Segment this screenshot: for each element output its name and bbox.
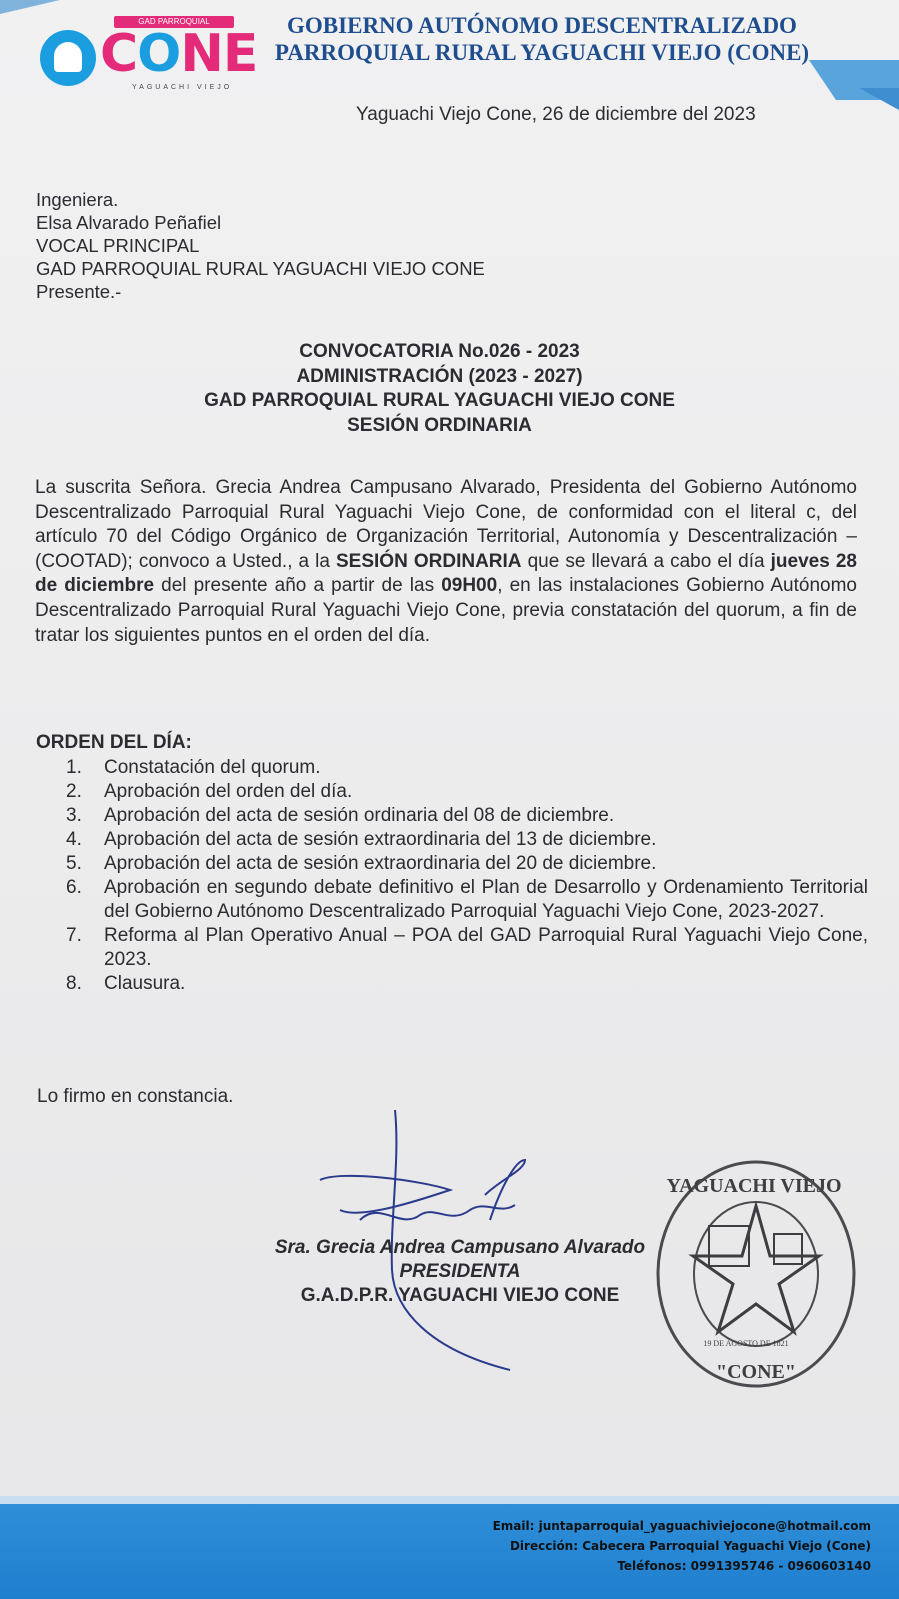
agenda-item-text: Aprobación del acta de sesión ordinaria del 08 de diciembre.	[104, 805, 615, 826]
footer-email: Email: juntaparroquial_yaguachiviejocone@hotmail.com	[492, 1519, 871, 1533]
signer-role: PRESIDENTA	[399, 1261, 521, 1282]
addressee-line: GAD PARROQUIAL RURAL YAGUACHI VIEJO CONE	[36, 258, 485, 279]
cone-logo	[40, 16, 258, 98]
signer-name: Sra. Grecia Andrea Campusano Alvarado	[274, 1237, 646, 1258]
title-line: GAD PARROQUIAL RURAL YAGUACHI VIEJO CONE	[204, 390, 675, 411]
body-bold-segment: 09H00	[441, 575, 498, 597]
logo-wordmark: CONE	[100, 24, 258, 84]
title-line: ADMINISTRACIÓN (2023 - 2027)	[296, 365, 583, 387]
convocatoria-title	[0, 340, 879, 438]
agenda-item	[66, 972, 868, 996]
institution-name	[262, 12, 822, 66]
agenda-item-number: 5.	[66, 853, 82, 874]
seal-top-text: YAGUACHI VIEJO	[666, 1175, 842, 1197]
institution-line-2: PARROQUIAL RURAL YAGUACHI VIEJO (CONE)	[274, 40, 810, 65]
agenda-item-number: 8.	[66, 973, 82, 994]
addressee-line: Presente.-	[36, 281, 122, 302]
addressee-line: VOCAL PRINCIPAL	[36, 235, 200, 256]
agenda-item-text: Aprobación del orden del día.	[104, 781, 353, 802]
agenda-item-text: Aprobación del acta de sesión extraordinaria del 13 de diciembre.	[104, 829, 657, 850]
agenda-item-number: 4.	[66, 829, 82, 850]
footer-contact	[493, 1516, 871, 1576]
addressee-block	[36, 188, 485, 303]
agenda-item-text: Clausura.	[104, 973, 186, 994]
closing-line: Lo firmo en constancia.	[37, 1086, 234, 1107]
official-seal	[654, 1156, 859, 1396]
seal-bottom-text: "CONE"	[716, 1361, 796, 1383]
agenda-item	[66, 780, 868, 804]
agenda-item	[66, 924, 868, 972]
title-line: CONVOCATORIA No.026 - 2023	[299, 341, 580, 362]
signature-block	[200, 1236, 720, 1308]
agenda-item-number: 1.	[66, 757, 82, 778]
body-text-segment: La suscrita Señora. Grecia Andrea Campusano Alvarado, Presidenta del Gobierno Autónomo Descentralizado Parroquial Rural Yaguachi Viejo Cone, de conformidad con el literal c, del artículo 70 del Código Orgánico de Organización Territorial, Autonomía y Descentralización – (COOTAD); convoco a Usted., a la	[35, 477, 857, 572]
letter-date: Yaguachi Viejo Cone, 26 de diciembre del 2023	[356, 104, 756, 125]
body-text-segment: , en las instalaciones Gobierno Autónomo Descentralizado Parroquial Rural Yaguachi Viejo Cone, previa constatación del quorum, a fin de tratar los siguientes puntos en el orden del día.	[35, 575, 857, 646]
agenda-item-text: Aprobación del acta de sesión extraordinaria del 20 de diciembre.	[104, 853, 657, 874]
footer-phones: Teléfonos: 0991395746 - 0960603140	[617, 1559, 871, 1573]
seal-date-text: 19 DE AGOSTO DE 1821	[703, 1339, 789, 1348]
logo-sub-label: YAGUACHI VIEJO	[132, 84, 233, 91]
body-bold-segment: SESIÓN ORDINARIA	[336, 550, 522, 572]
signer-organization: G.A.D.P.R. YAGUACHI VIEJO CONE	[300, 1285, 620, 1306]
agenda-item-text: Aprobación en segundo debate definitivo el Plan de Desarrollo y Ordenamiento Territorial del Gobierno Autónomo Descentralizado Parroquial Yaguachi Viejo Cone, 2023-2027.	[104, 877, 868, 922]
agenda-title: ORDEN DEL DÍA:	[36, 732, 192, 753]
agenda-item	[66, 804, 868, 828]
agenda-item	[66, 828, 868, 852]
corner-stripe	[0, 0, 60, 14]
addressee-line: Ingeniera.	[36, 189, 119, 210]
body-text-segment: del presente año a partir de las	[154, 575, 442, 597]
agenda-item-text: Reforma al Plan Operativo Anual – POA del GAD Parroquial Rural Yaguachi Viejo Cone, 2023.	[104, 925, 868, 970]
body-paragraph	[35, 476, 857, 648]
body-text-segment: que se llevará a cabo el día	[521, 550, 771, 572]
agenda-item-text: Constatación del quorum.	[104, 757, 321, 778]
logo-top-label: GAD PARROQUIAL	[114, 16, 234, 28]
agenda-item-number: 6.	[66, 877, 82, 898]
agenda-item	[66, 756, 868, 780]
agenda-item-number: 3.	[66, 805, 82, 826]
addressee-line: Elsa Alvarado Peñafiel	[36, 212, 222, 233]
agenda-list	[66, 756, 868, 996]
institution-line-1: GOBIERNO AUTÓNOMO DESCENTRALIZADO	[287, 13, 797, 38]
agenda-item	[66, 852, 868, 876]
body-bold-segment: jueves 28 de diciembre	[35, 550, 857, 597]
letterhead-footer	[0, 1500, 899, 1599]
agenda-item-number: 2.	[66, 781, 82, 802]
footer-address: Dirección: Cabecera Parroquial Yaguachi Viejo (Cone)	[509, 1539, 871, 1553]
agenda-item-number: 7.	[66, 925, 82, 946]
title-line: SESIÓN ORDINARIA	[347, 414, 532, 436]
agenda-item	[66, 876, 868, 924]
bell-icon	[40, 30, 96, 86]
